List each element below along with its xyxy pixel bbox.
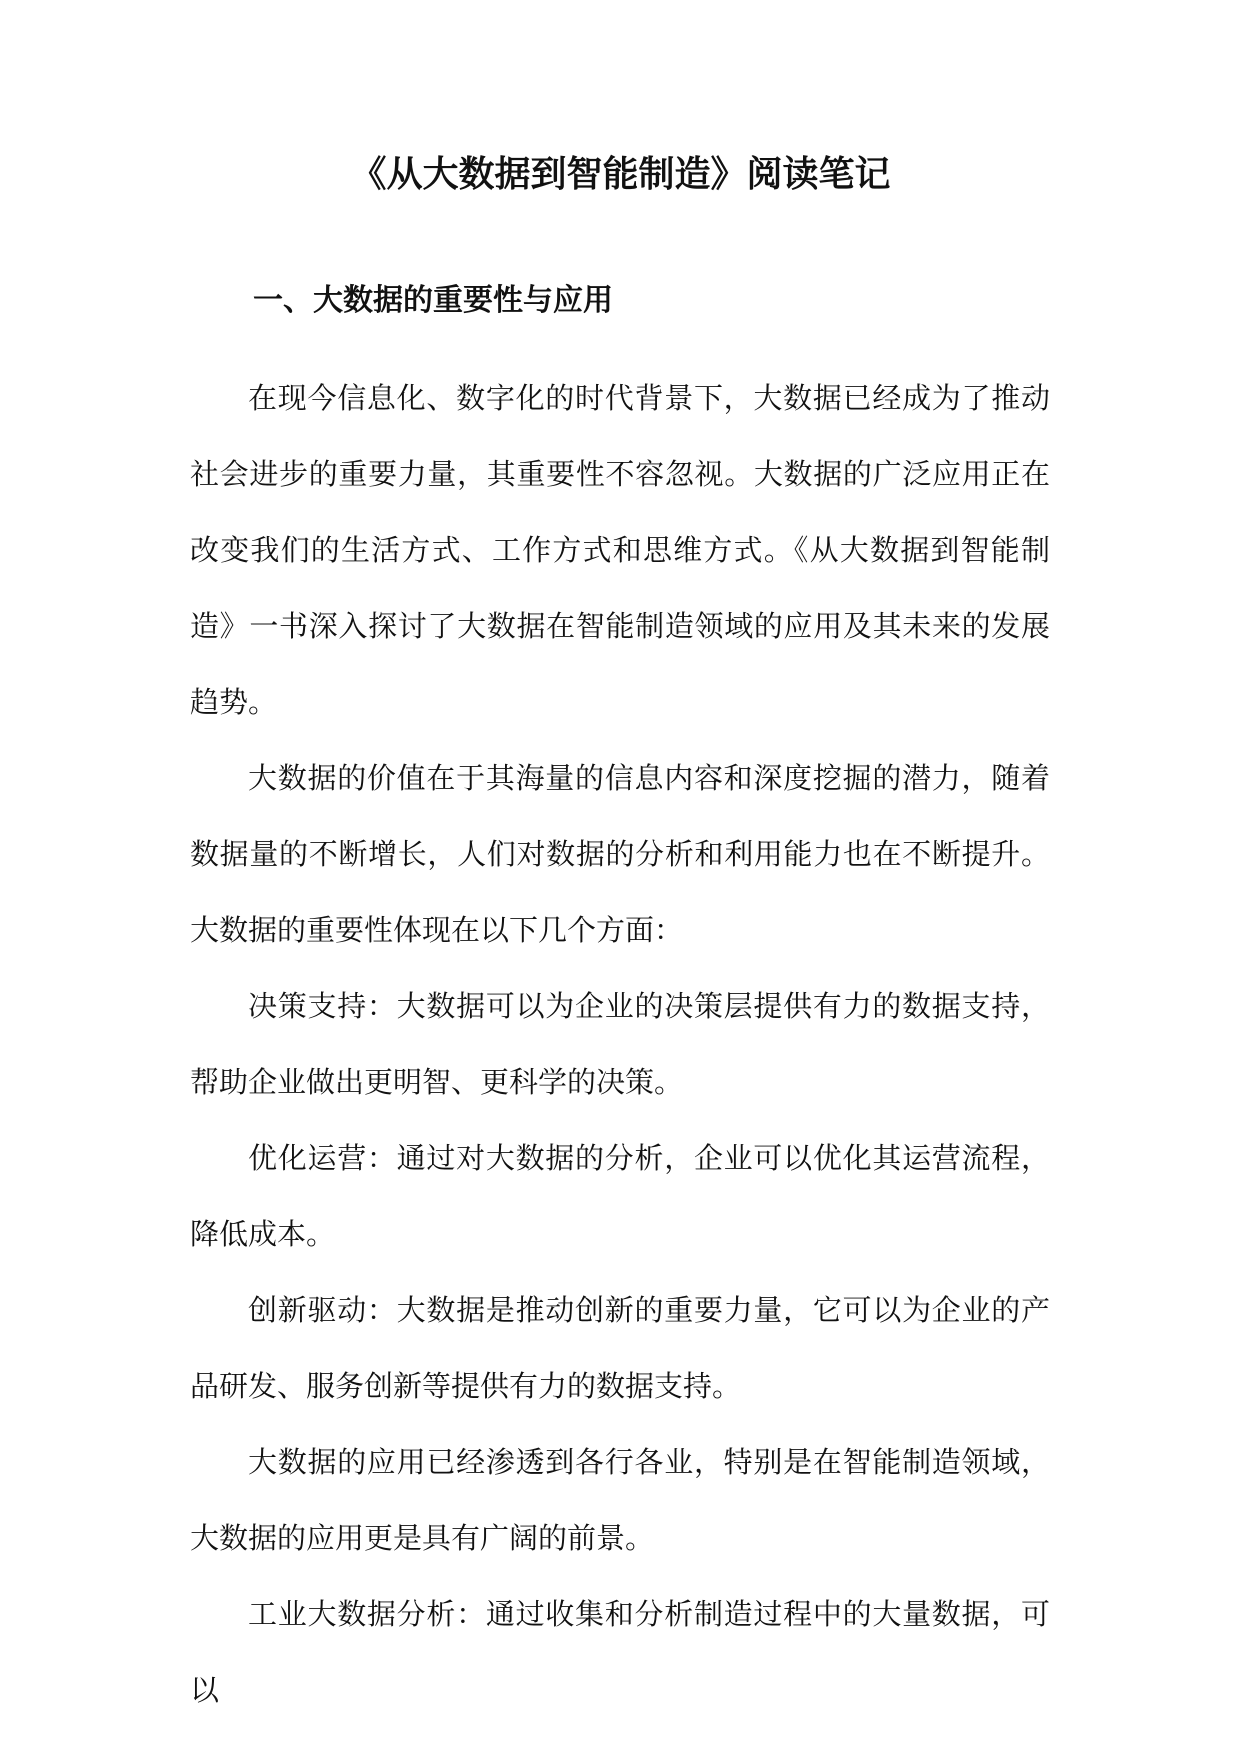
paragraph: 大数据的应用已经渗透到各行各业，特别是在智能制造领域，大数据的应用更是具有广阔的前景。	[190, 1445, 1050, 1555]
section-heading: 一、大数据的重要性与应用	[253, 283, 613, 318]
paragraph: 工业大数据分析：通过收集和分析制造过程中的大量数据，可以	[190, 1597, 1050, 1707]
paragraph: 创新驱动：大数据是推动创新的重要力量，它可以为企业的产品研发、服务创新等提供有力的数据支持。	[190, 1293, 1050, 1403]
document-title: 《从大数据到智能制造》阅读笔记	[350, 153, 891, 195]
paragraph: 在现今信息化、数字化的时代背景下，大数据已经成为了推动社会进步的重要力量，其重要性不容忽视。大数据的广泛应用正在改变我们的生活方式、工作方式和思维方式。《从大数据到智能制造》一书深入探讨了大数据在智能制造领域的应用及其未来的发展趋势。	[190, 381, 1050, 719]
paragraph: 决策支持：大数据可以为企业的决策层提供有力的数据支持，帮助企业做出更明智、更科学的决策。	[190, 989, 1050, 1099]
paragraph: 大数据的价值在于其海量的信息内容和深度挖掘的潜力，随着数据量的不断增长，人们对数据的分析和利用能力也在不断提升。大数据的重要性体现在以下几个方面：	[190, 761, 1050, 947]
document-body	[190, 360, 1050, 1728]
paragraph: 优化运营：通过对大数据的分析，企业可以优化其运营流程，降低成本。	[190, 1141, 1050, 1251]
